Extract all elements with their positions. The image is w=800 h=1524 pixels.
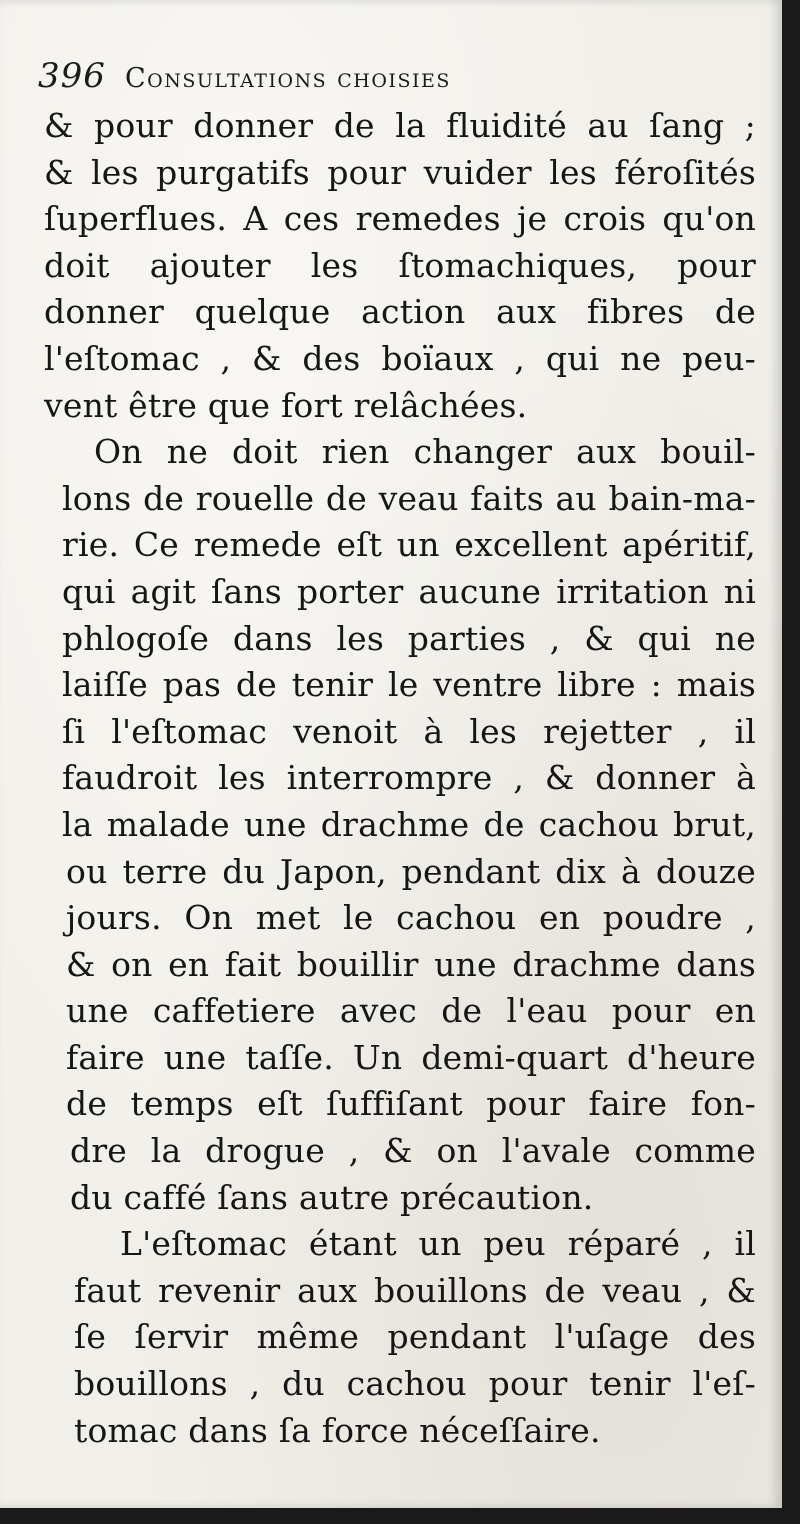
text-line: phlogoſe dans les parties , & qui ne: [62, 618, 756, 658]
text-line: faire une taſſe. Un demi-quart d'heure: [66, 1037, 756, 1077]
text-line: une caffetiere avec de l'eau pour en: [66, 991, 756, 1031]
text-line: l'eſtomac , & des boïaux , qui ne peu-: [44, 338, 756, 378]
text-line: tomac dans ſa force néceſſaire.: [74, 1410, 601, 1450]
text-line: jours. On met le cachou en poudre ,: [66, 898, 756, 938]
text-line: lons de rouelle de veau faits au bain-ma-: [62, 478, 756, 518]
text-line: du caffé ſans autre précaution.: [70, 1177, 594, 1217]
text-line: ſi l'eſtomac venoit à les rejetter , il: [62, 711, 756, 751]
text-line: dre la drogue , & on l'avale comme: [70, 1131, 756, 1171]
text-line: & on en fait bouillir une drachme dans: [66, 944, 756, 984]
text-line: doit ajouter les ſtomachiques, pour: [44, 245, 756, 285]
running-head: [38, 56, 738, 100]
text-line: vent être que fort relâchées.: [44, 385, 528, 425]
text-line: la malade une drachme de cachou brut,: [62, 804, 756, 844]
text-line: donner quelque action aux fibres de: [44, 292, 756, 332]
text-line: faut revenir aux bouillons de veau , &: [74, 1270, 756, 1310]
text-line: On ne doit rien changer aux bouil-: [94, 432, 756, 472]
page-number: 396: [38, 56, 106, 96]
paragraph-1: [44, 103, 756, 429]
paragraph-3: [44, 1221, 756, 1454]
text-line: de temps eſt ſuffiſant pour faire fon-: [66, 1084, 756, 1124]
paragraph-2: [44, 429, 756, 1221]
text-line: ſe ſervir même pendant l'uſage des: [74, 1317, 756, 1357]
text-line: qui agit ſans porter aucune irritation ni: [62, 571, 756, 611]
text-line: rie. Ce remede eſt un excellent apéritif,: [62, 525, 756, 565]
text-line: laiſſe pas de tenir le ventre libre : mais: [62, 665, 756, 705]
text-line: & pour donner de la fluidité au ſang ;: [44, 106, 756, 145]
text-line: ſuperflues. A ces remedes je crois qu'on: [44, 199, 756, 239]
text-line: L'eſtomac étant un peu réparé , il: [120, 1224, 756, 1264]
text-body: [44, 103, 756, 1454]
running-title: Consultations choisies: [125, 63, 451, 94]
text-line: ou terre du Japon, pendant dix à douze: [66, 851, 756, 891]
text-line: bouillons , du cachou pour tenir l'eſ-: [74, 1364, 756, 1404]
text-line: & les purgatifs pour vuider les féroſités: [44, 152, 756, 192]
text-line: faudroit les interrompre , & donner à: [62, 758, 756, 798]
